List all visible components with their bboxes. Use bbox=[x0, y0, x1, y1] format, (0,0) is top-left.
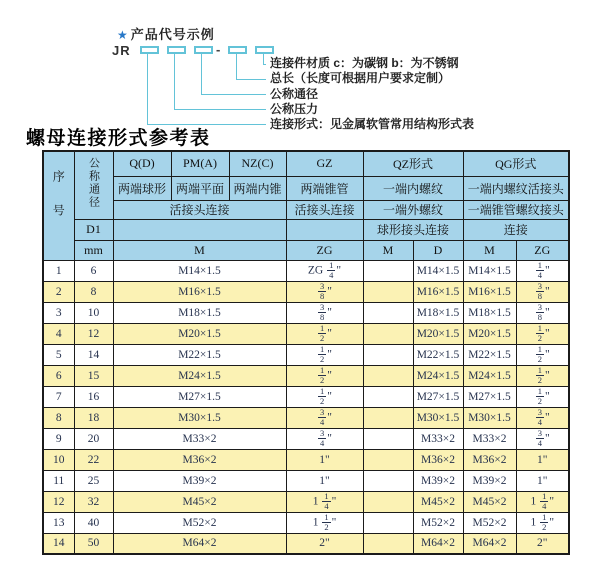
cell-seq: 1 bbox=[43, 260, 74, 281]
cell-qg-m: M39×2 bbox=[463, 470, 516, 491]
fraction: $\frac{3}{8}$ bbox=[537, 302, 543, 322]
cell-m: M22×1.5 bbox=[113, 344, 286, 365]
cell-dn: 15 bbox=[74, 365, 113, 386]
cell-qz-d: M27×1.5 bbox=[413, 386, 463, 407]
cell-qz-d: M18×1.5 bbox=[413, 302, 463, 323]
fraction: $\frac{3}{4}$ bbox=[320, 428, 325, 448]
cell-qg-zg: 1 $\frac{1}{4}$ " bbox=[516, 491, 569, 512]
code-box-3 bbox=[194, 46, 213, 54]
cell-zg: $\frac{3}{8}$ " bbox=[286, 281, 363, 302]
fraction: $\frac{1}{2}$ bbox=[320, 386, 325, 406]
cell-zg: $\frac{1}{2}$ " bbox=[286, 323, 363, 344]
cell-qz-d: M64×2 bbox=[413, 533, 463, 554]
header-gz-union-connection: 活接头连接 bbox=[286, 200, 363, 219]
cell-qz-m bbox=[363, 323, 413, 344]
table-header bbox=[43, 151, 569, 260]
header-seq-label: 序号 bbox=[51, 169, 66, 238]
diagram-heading bbox=[117, 24, 215, 43]
header-qg: QG形式 bbox=[463, 151, 569, 176]
header-pm: PM(A) bbox=[171, 151, 229, 176]
cell-qg-m: M64×2 bbox=[463, 533, 516, 554]
cell-qz-m bbox=[363, 386, 413, 407]
fraction: $\frac{3}{8}$ bbox=[320, 302, 325, 322]
header-nz-ends: 两端内锥 bbox=[229, 176, 286, 200]
cell-dn: 25 bbox=[74, 470, 113, 491]
fraction: $\frac{3}{4}$ bbox=[537, 428, 543, 448]
header-pm-ends: 两端平面 bbox=[171, 176, 229, 200]
leader-line bbox=[263, 64, 266, 65]
cell-qg-m: M16×1.5 bbox=[463, 281, 516, 302]
cell-zg: $\frac{1}{2}$ " bbox=[286, 386, 363, 407]
diagram-label-diameter: 公称通径 bbox=[270, 87, 319, 101]
cell-zg: $\frac{1}{2}$ " bbox=[286, 365, 363, 386]
cell-dn: 10 bbox=[74, 302, 113, 323]
cell-qz-m bbox=[363, 344, 413, 365]
cell-qg-m: M30×1.5 bbox=[463, 407, 516, 428]
cell-m: M39×2 bbox=[113, 470, 286, 491]
cell-m: M20×1.5 bbox=[113, 323, 286, 344]
leader-line bbox=[201, 54, 202, 94]
cell-qz-m bbox=[363, 470, 413, 491]
fraction: $\frac{1}{4}$ bbox=[329, 260, 334, 280]
star-icon: ★ bbox=[117, 28, 129, 42]
table-row bbox=[43, 323, 569, 344]
cell-m: M52×2 bbox=[113, 512, 286, 533]
cell-qz-m bbox=[363, 407, 413, 428]
cell-qg-m: M18×1.5 bbox=[463, 302, 516, 323]
cell-dn: 16 bbox=[74, 386, 113, 407]
fraction: $\frac{1}{4}$ bbox=[324, 491, 329, 511]
leader-line bbox=[263, 54, 264, 64]
cell-qg-zg: $\frac{1}{4}$ " bbox=[516, 260, 569, 281]
cell-qg-zg: 1 $\frac{1}{2}$ " bbox=[516, 512, 569, 533]
leader-line bbox=[174, 54, 175, 109]
cell-m: M14×1.5 bbox=[113, 260, 286, 281]
cell-qz-d: M45×2 bbox=[413, 491, 463, 512]
header-d1: D1 bbox=[74, 219, 113, 240]
code-box-5 bbox=[255, 46, 274, 54]
cell-qz-d: M39×2 bbox=[413, 470, 463, 491]
diagram-heading-text: 产品代号示例 bbox=[130, 27, 215, 42]
table-row bbox=[43, 428, 569, 449]
cell-qg-m: M20×1.5 bbox=[463, 323, 516, 344]
cell-dn: 8 bbox=[74, 281, 113, 302]
cell-qg-m: M22×1.5 bbox=[463, 344, 516, 365]
cell-qz-d: M52×2 bbox=[413, 512, 463, 533]
header-mm: mm bbox=[74, 240, 113, 260]
cell-seq: 8 bbox=[43, 407, 74, 428]
cell-qg-m: M24×1.5 bbox=[463, 365, 516, 386]
code-box-1 bbox=[140, 46, 159, 54]
header-gz: GZ bbox=[286, 151, 363, 176]
cell-m: M33×2 bbox=[113, 428, 286, 449]
table-row bbox=[43, 281, 569, 302]
fraction: $\frac{1}{4}$ bbox=[542, 491, 547, 511]
cell-qg-zg: $\frac{3}{4}$ " bbox=[516, 407, 569, 428]
cell-qz-d: M14×1.5 bbox=[413, 260, 463, 281]
fraction: $\frac{1}{2}$ bbox=[320, 365, 325, 385]
cell-m: M27×1.5 bbox=[113, 386, 286, 407]
fraction: $\frac{1}{2}$ bbox=[537, 386, 543, 406]
table-row bbox=[43, 260, 569, 281]
diagram-label-material: 连接件材质 c：为碳钢 b：为不锈钢 bbox=[270, 56, 459, 70]
cell-dn: 40 bbox=[74, 512, 113, 533]
header-qz-inner-thread: 一端内螺纹 bbox=[363, 176, 463, 200]
cell-dn: 12 bbox=[74, 323, 113, 344]
cell-seq: 5 bbox=[43, 344, 74, 365]
cell-qz-m bbox=[363, 281, 413, 302]
fraction: $\frac{1}{2}$ bbox=[537, 365, 543, 385]
cell-qg-zg: $\frac{1}{2}$ " bbox=[516, 323, 569, 344]
header-q: Q(D) bbox=[113, 151, 171, 176]
cell-zg: 1 $\frac{1}{2}$ " bbox=[286, 512, 363, 533]
cell-seq: 4 bbox=[43, 323, 74, 344]
fraction: $\frac{1}{2}$ bbox=[537, 344, 543, 364]
cell-seq: 10 bbox=[43, 449, 74, 470]
cell-seq: 11 bbox=[43, 470, 74, 491]
cell-dn: 6 bbox=[74, 260, 113, 281]
cell-seq: 6 bbox=[43, 365, 74, 386]
cell-qz-d: M20×1.5 bbox=[413, 323, 463, 344]
cell-seq: 3 bbox=[43, 302, 74, 323]
cell-zg: $\frac{3}{8}$ " bbox=[286, 302, 363, 323]
fraction: $\frac{1}{2}$ bbox=[320, 344, 325, 364]
cell-qg-zg: 2" bbox=[516, 533, 569, 554]
header-qz-outer-thread: 一端外螺纹 bbox=[363, 200, 463, 219]
code-box-4 bbox=[228, 46, 247, 54]
fraction: $\frac{3}{4}$ bbox=[320, 407, 325, 427]
cell-seq: 12 bbox=[43, 491, 74, 512]
cell-dn: 22 bbox=[74, 449, 113, 470]
cell-qg-zg: $\frac{3}{8}$ " bbox=[516, 302, 569, 323]
cell-zg: $\frac{1}{2}$ " bbox=[286, 344, 363, 365]
header-qg-zg: ZG bbox=[516, 240, 569, 260]
table-row bbox=[43, 491, 569, 512]
cell-m: M36×2 bbox=[113, 449, 286, 470]
diagram-label-pressure: 公称压力 bbox=[270, 102, 319, 116]
cell-seq: 14 bbox=[43, 533, 74, 554]
header-qg-connection: 连接 bbox=[463, 219, 569, 240]
header-dn-label: 公称通径 bbox=[87, 157, 100, 210]
fraction: $\frac{1}{2}$ bbox=[542, 512, 547, 532]
cell-qz-m bbox=[363, 428, 413, 449]
cell-qz-m bbox=[363, 302, 413, 323]
leader-line bbox=[201, 94, 266, 95]
header-seq bbox=[43, 151, 74, 260]
table-title: 螺母连接形式参考表 bbox=[26, 127, 211, 149]
header-qg-taper-thread: 一端锥管螺纹接头 bbox=[463, 200, 569, 219]
cell-dn: 32 bbox=[74, 491, 113, 512]
cell-qz-m bbox=[363, 365, 413, 386]
cell-qz-m bbox=[363, 491, 413, 512]
cell-m: M18×1.5 bbox=[113, 302, 286, 323]
header-qg-inner-thread: 一端内螺纹活接头 bbox=[463, 176, 569, 200]
header-qz-d: D bbox=[413, 240, 463, 260]
cell-m: M16×1.5 bbox=[113, 281, 286, 302]
nut-connection-table bbox=[42, 150, 570, 555]
header-qg-m: M bbox=[463, 240, 516, 260]
cell-seq: 9 bbox=[43, 428, 74, 449]
header-empty-qpn bbox=[113, 219, 286, 240]
fraction: $\frac{1}{4}$ bbox=[537, 260, 543, 280]
cell-zg: 1" bbox=[286, 449, 363, 470]
header-nz: NZ(C) bbox=[229, 151, 286, 176]
cell-qg-zg: $\frac{1}{2}$ " bbox=[516, 386, 569, 407]
fraction: $\frac{3}{8}$ bbox=[537, 281, 543, 301]
header-qz: QZ形式 bbox=[363, 151, 463, 176]
cell-qg-zg: 1" bbox=[516, 449, 569, 470]
cell-dn: 20 bbox=[74, 428, 113, 449]
leader-line bbox=[236, 79, 266, 80]
table-row bbox=[43, 344, 569, 365]
cell-seq: 13 bbox=[43, 512, 74, 533]
table-row bbox=[43, 512, 569, 533]
cell-qg-zg: 1" bbox=[516, 470, 569, 491]
table-row bbox=[43, 470, 569, 491]
table-row bbox=[43, 365, 569, 386]
table-row bbox=[43, 449, 569, 470]
cell-qg-m: M45×2 bbox=[463, 491, 516, 512]
diagram-label-length: 总长（长度可根据用户要求定制） bbox=[270, 71, 451, 85]
cell-qg-zg: $\frac{1}{2}$ " bbox=[516, 344, 569, 365]
cell-seq: 2 bbox=[43, 281, 74, 302]
cell-qz-d: M36×2 bbox=[413, 449, 463, 470]
cell-qg-m: M27×1.5 bbox=[463, 386, 516, 407]
cell-qz-m bbox=[363, 512, 413, 533]
header-empty-gz bbox=[286, 219, 363, 240]
code-dash: - bbox=[216, 42, 221, 57]
table-row bbox=[43, 386, 569, 407]
cell-qg-m: M52×2 bbox=[463, 512, 516, 533]
leader-line bbox=[174, 109, 266, 110]
cell-qg-zg: $\frac{3}{8}$ " bbox=[516, 281, 569, 302]
cell-qg-m: M14×1.5 bbox=[463, 260, 516, 281]
header-union-connection: 活接头连接 bbox=[113, 200, 286, 219]
header-dn bbox=[74, 151, 113, 219]
cell-seq: 7 bbox=[43, 386, 74, 407]
leader-line bbox=[236, 54, 237, 79]
cell-m: M30×1.5 bbox=[113, 407, 286, 428]
cell-zg: $\frac{3}{4}$ " bbox=[286, 407, 363, 428]
header-gz-ends: 两端锥管 bbox=[286, 176, 363, 200]
header-qz-ball-connection: 球形接头连接 bbox=[363, 219, 463, 240]
header-q-ends: 两端球形 bbox=[113, 176, 171, 200]
diagram-label-connection: 连接形式：见金属软管常用结构形式表 bbox=[270, 117, 475, 131]
table-body bbox=[43, 260, 569, 554]
cell-m: M24×1.5 bbox=[113, 365, 286, 386]
cell-qz-d: M22×1.5 bbox=[413, 344, 463, 365]
cell-dn: 50 bbox=[74, 533, 113, 554]
cell-m: M64×2 bbox=[113, 533, 286, 554]
fraction: $\frac{3}{4}$ bbox=[537, 407, 543, 427]
cell-zg: 1" bbox=[286, 470, 363, 491]
fraction: $\frac{1}{2}$ bbox=[324, 512, 329, 532]
cell-m: M45×2 bbox=[113, 491, 286, 512]
header-qz-m: M bbox=[363, 240, 413, 260]
cell-qz-m bbox=[363, 449, 413, 470]
fraction: $\frac{1}{2}$ bbox=[537, 323, 543, 343]
table-row bbox=[43, 407, 569, 428]
cell-dn: 14 bbox=[74, 344, 113, 365]
cell-qz-d: M30×1.5 bbox=[413, 407, 463, 428]
code-box-2 bbox=[167, 46, 186, 54]
cell-qg-zg: $\frac{3}{4}$ " bbox=[516, 428, 569, 449]
cell-qg-zg: $\frac{1}{2}$ " bbox=[516, 365, 569, 386]
cell-qz-m bbox=[363, 260, 413, 281]
cell-qz-d: M24×1.5 bbox=[413, 365, 463, 386]
cell-qz-d: M16×1.5 bbox=[413, 281, 463, 302]
cell-zg: ZG $\frac{1}{4}$ " bbox=[286, 260, 363, 281]
table-row bbox=[43, 302, 569, 323]
table-row bbox=[43, 533, 569, 554]
code-prefix: JR bbox=[112, 43, 131, 58]
fraction: $\frac{3}{8}$ bbox=[320, 281, 325, 301]
header-m: M bbox=[113, 240, 286, 260]
header-zg: ZG bbox=[286, 240, 363, 260]
cell-zg: $\frac{3}{4}$ " bbox=[286, 428, 363, 449]
cell-qz-m bbox=[363, 533, 413, 554]
fraction: $\frac{1}{2}$ bbox=[320, 323, 325, 343]
cell-zg: 1 $\frac{1}{4}$ " bbox=[286, 491, 363, 512]
cell-qz-d: M33×2 bbox=[413, 428, 463, 449]
cell-zg: 2" bbox=[286, 533, 363, 554]
cell-qg-m: M33×2 bbox=[463, 428, 516, 449]
leader-line bbox=[147, 54, 148, 124]
cell-dn: 18 bbox=[74, 407, 113, 428]
cell-qg-m: M36×2 bbox=[463, 449, 516, 470]
